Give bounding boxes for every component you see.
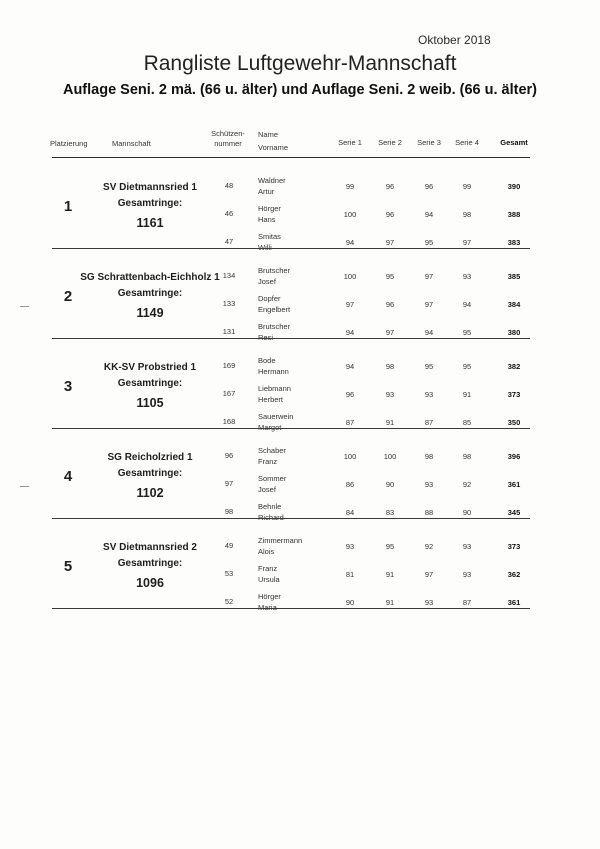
shooter-firstname: Alois xyxy=(258,547,275,556)
shooter-lastname: Bode xyxy=(258,356,276,365)
shooter-firstname: Maria xyxy=(258,603,277,612)
team-name: SG Reicholzried 1 xyxy=(107,452,193,463)
serie-1-value: 87 xyxy=(345,418,355,427)
shooter-number: 169 xyxy=(222,361,236,370)
team-rank: 1 xyxy=(63,198,73,215)
shooter-total: 373 xyxy=(507,390,521,399)
serie-3-value: 88 xyxy=(424,508,434,517)
shooter-total: 384 xyxy=(507,300,521,309)
team-total: 1161 xyxy=(136,216,164,230)
team-divider xyxy=(52,338,530,339)
serie-1-value: 93 xyxy=(345,542,355,551)
serie-1-value: 100 xyxy=(343,452,357,461)
serie-3-value: 94 xyxy=(424,328,434,337)
shooter-number: 168 xyxy=(222,417,236,426)
shooter-firstname: Willi xyxy=(258,243,272,252)
shooter-lastname: Liebmann xyxy=(258,384,291,393)
shooter-total: 396 xyxy=(507,452,521,461)
shooter-lastname: Hörger xyxy=(258,592,281,601)
shooter-number: 52 xyxy=(224,597,234,606)
shooter-lastname: Hörger xyxy=(258,204,281,213)
serie-2-value: 91 xyxy=(385,570,395,579)
serie-3-value: 96 xyxy=(424,182,434,191)
gesamtringe-label: Gesamtringe: xyxy=(117,198,183,209)
shooter-lastname: Sauerwein xyxy=(258,412,294,421)
serie-4-value: 93 xyxy=(462,542,472,551)
serie-3-value: 93 xyxy=(424,390,434,399)
scan-mark xyxy=(20,486,29,487)
team-rank: 3 xyxy=(63,378,73,395)
shooter-lastname: Brutscher xyxy=(258,322,291,331)
shooter-number: 133 xyxy=(222,299,236,308)
shooter-lastname: Waldner xyxy=(258,176,286,185)
team-rank: 5 xyxy=(63,558,73,575)
serie-2-value: 91 xyxy=(385,598,395,607)
header-gesamt: Gesamt xyxy=(500,138,528,147)
shooter-total: 361 xyxy=(507,480,521,489)
shooter-number: 97 xyxy=(224,479,234,488)
serie-1-value: 81 xyxy=(345,570,355,579)
shooter-total: 350 xyxy=(507,418,521,427)
shooter-firstname: Engelbert xyxy=(258,305,291,314)
gesamtringe-label: Gesamtringe: xyxy=(117,378,183,389)
team-name: SV Dietmannsried 2 xyxy=(103,542,197,553)
shooter-firstname: Josef xyxy=(258,485,276,494)
serie-1-value: 84 xyxy=(345,508,355,517)
serie-4-value: 95 xyxy=(462,362,472,371)
serie-2-value: 98 xyxy=(385,362,395,371)
serie-3-value: 92 xyxy=(424,542,434,551)
serie-2-value: 96 xyxy=(385,210,395,219)
shooter-lastname: Dopfer xyxy=(258,294,281,303)
serie-1-value: 100 xyxy=(343,210,357,219)
team-divider xyxy=(52,428,530,429)
shooter-firstname: Richard xyxy=(258,513,284,522)
serie-1-value: 100 xyxy=(343,272,357,281)
serie-2-value: 97 xyxy=(385,328,395,337)
shooter-total: 361 xyxy=(507,598,521,607)
page-title: Rangliste Luftgewehr-Mannschaft xyxy=(143,52,457,75)
header-serie-4: Serie 4 xyxy=(455,138,479,147)
shooter-number: 46 xyxy=(224,209,234,218)
shooter-total: 385 xyxy=(507,272,521,281)
serie-4-value: 85 xyxy=(462,418,472,427)
serie-4-value: 98 xyxy=(462,210,472,219)
shooter-firstname: Artur xyxy=(258,187,275,196)
serie-1-value: 97 xyxy=(345,300,355,309)
team-total: 1096 xyxy=(136,576,164,590)
shooter-total: 390 xyxy=(507,182,521,191)
team-total: 1105 xyxy=(136,396,164,410)
serie-4-value: 97 xyxy=(462,238,472,247)
serie-3-value: 95 xyxy=(424,238,434,247)
shooter-number: 96 xyxy=(224,451,234,460)
serie-1-value: 94 xyxy=(345,328,355,337)
shooter-firstname: Margot xyxy=(258,423,282,432)
serie-3-value: 97 xyxy=(424,300,434,309)
team-divider xyxy=(52,518,530,519)
shooter-lastname: Schaber xyxy=(258,446,286,455)
shooter-total: 373 xyxy=(507,542,521,551)
shooter-lastname: Zimmermann xyxy=(258,536,303,545)
shooter-number: 48 xyxy=(224,181,234,190)
serie-3-value: 87 xyxy=(424,418,434,427)
serie-3-value: 95 xyxy=(424,362,434,371)
serie-1-value: 90 xyxy=(345,598,355,607)
serie-2-value: 96 xyxy=(385,182,395,191)
header-mannschaft: Mannschaft xyxy=(112,139,151,148)
shooter-lastname: Brutscher xyxy=(258,266,291,275)
shooter-firstname: Herbert xyxy=(258,395,284,404)
page-subtitle: Auflage Seni. 2 mä. (66 u. älter) und Auflage Seni. 2 weib. (66 u. älter) xyxy=(62,82,538,98)
shooter-total: 388 xyxy=(507,210,521,219)
serie-1-value: 99 xyxy=(345,182,355,191)
header-platzierung: Platzierung xyxy=(50,139,88,148)
shooter-number: 47 xyxy=(224,237,234,246)
shooter-number: 49 xyxy=(224,541,234,550)
shooter-number: 53 xyxy=(224,569,234,578)
team-name: KK-SV Probstried 1 xyxy=(103,362,197,373)
header-schuetzen-2: nummer xyxy=(214,139,242,148)
shooter-lastname: Franz xyxy=(258,564,278,573)
serie-2-value: 91 xyxy=(385,418,395,427)
serie-2-value: 93 xyxy=(385,390,395,399)
gesamtringe-label: Gesamtringe: xyxy=(117,558,183,569)
shooter-lastname: Smitas xyxy=(258,232,281,241)
team-divider xyxy=(52,608,530,609)
serie-4-value: 92 xyxy=(462,480,472,489)
serie-2-value: 83 xyxy=(385,508,395,517)
header-divider xyxy=(52,157,530,158)
serie-1-value: 96 xyxy=(345,390,355,399)
header-serie-2: Serie 2 xyxy=(378,138,402,147)
serie-2-value: 97 xyxy=(385,238,395,247)
serie-2-value: 100 xyxy=(383,452,397,461)
team-total: 1102 xyxy=(136,486,164,500)
team-name: SV Dietmannsried 1 xyxy=(103,182,197,193)
shooter-number: 98 xyxy=(224,507,234,516)
serie-1-value: 94 xyxy=(345,238,355,247)
shooter-lastname: Behnle xyxy=(258,502,282,511)
team-divider xyxy=(52,248,530,249)
serie-4-value: 99 xyxy=(462,182,472,191)
header-schuetzen-1: Schützen- xyxy=(211,129,245,138)
team-rank: 4 xyxy=(63,468,73,485)
serie-3-value: 93 xyxy=(424,598,434,607)
shooter-firstname: Ursula xyxy=(258,575,280,584)
shooter-firstname: Resi xyxy=(258,333,274,342)
shooter-total: 362 xyxy=(507,570,521,579)
shooter-number: 167 xyxy=(222,389,236,398)
serie-4-value: 93 xyxy=(462,272,472,281)
shooter-lastname: Sommer xyxy=(258,474,287,483)
header-serie-3: Serie 3 xyxy=(417,138,441,147)
shooter-firstname: Josef xyxy=(258,277,276,286)
shooter-total: 382 xyxy=(507,362,521,371)
serie-1-value: 94 xyxy=(345,362,355,371)
serie-1-value: 86 xyxy=(345,480,355,489)
serie-3-value: 97 xyxy=(424,272,434,281)
serie-2-value: 90 xyxy=(385,480,395,489)
serie-4-value: 94 xyxy=(462,300,472,309)
serie-3-value: 98 xyxy=(424,452,434,461)
header-name: Name xyxy=(258,130,279,139)
shooter-total: 380 xyxy=(507,328,521,337)
document-date: Oktober 2018 xyxy=(418,33,491,47)
gesamtringe-label: Gesamtringe: xyxy=(117,288,183,299)
serie-2-value: 95 xyxy=(385,272,395,281)
serie-2-value: 95 xyxy=(385,542,395,551)
serie-4-value: 98 xyxy=(462,452,472,461)
serie-4-value: 87 xyxy=(462,598,472,607)
serie-3-value: 97 xyxy=(424,570,434,579)
header-serie-1: Serie 1 xyxy=(338,138,362,147)
team-total: 1149 xyxy=(136,306,164,320)
shooter-number: 131 xyxy=(222,327,236,336)
header-vorname: Vorname xyxy=(258,143,289,152)
serie-4-value: 93 xyxy=(462,570,472,579)
serie-4-value: 95 xyxy=(462,328,472,337)
shooter-firstname: Hermann xyxy=(258,367,289,376)
serie-4-value: 90 xyxy=(462,508,472,517)
gesamtringe-label: Gesamtringe: xyxy=(117,468,183,479)
shooter-firstname: Franz xyxy=(258,457,278,466)
serie-3-value: 94 xyxy=(424,210,434,219)
serie-3-value: 93 xyxy=(424,480,434,489)
scan-mark xyxy=(20,306,29,307)
shooter-total: 383 xyxy=(507,238,521,247)
serie-4-value: 91 xyxy=(462,390,472,399)
shooter-total: 345 xyxy=(507,508,521,517)
serie-2-value: 96 xyxy=(385,300,395,309)
shooter-firstname: Hans xyxy=(258,215,276,224)
team-name: SG Schrattenbach-Eichholz 1 xyxy=(80,272,220,283)
team-rank: 2 xyxy=(63,288,73,305)
shooter-number: 134 xyxy=(222,271,236,280)
